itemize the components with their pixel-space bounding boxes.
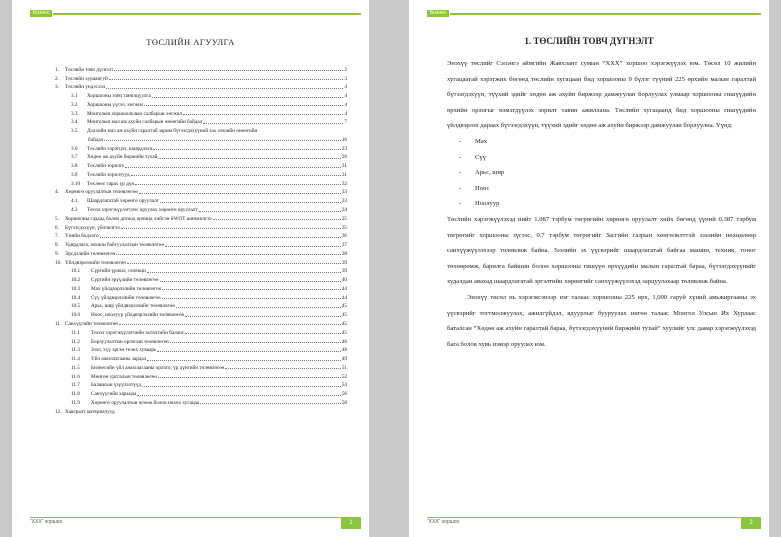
toc-entry[interactable] [55,266,347,275]
toc-entry[interactable] [55,169,347,178]
list-item-text: Мах [475,137,488,145]
toc-entry-number: 10.4 [71,294,81,301]
toc-entry-number: 10.6 [71,312,81,319]
toc-entry-title: Үйлдвэрлэлийн төлөвлөгөө [65,259,126,266]
toc-entry-page: 39 [341,259,347,266]
toc-entry-number: 10.5 [71,303,81,310]
toc-entry[interactable] [55,336,347,345]
page-header [30,10,361,17]
toc-entry-number: 12. [55,408,62,415]
toc-entry-title: Арьс, шир үйлдвэрлэлийн төлөвлөгөө [91,303,175,310]
toc-entry-page: 32 [341,180,347,187]
toc-entry-page: 34 [341,207,347,214]
toc-entry-number: 3.10 [71,180,81,187]
toc-leader-dots [142,386,341,387]
toc-entry-title: Сүргийн үржил, селекци [91,268,146,275]
toc-entry-title: Хоршооны товч танилцуулга [87,93,151,100]
toc-entry-title: Үнийн бодлого [65,233,99,240]
toc-entry-page: 45 [341,312,347,319]
toc-entry[interactable] [55,274,347,283]
toc-entry[interactable] [55,239,347,248]
toc-entry-number: 10.2 [71,277,81,284]
toc-leader-dots [127,263,341,264]
toc-leader-dots [158,158,340,159]
list-item-text: Сүү [475,153,486,161]
toc-entry-number: 11. [55,320,62,327]
toc-entry[interactable] [55,143,347,152]
document-page-1 [12,0,369,537]
toc-entry-number: 8. [55,242,59,249]
toc-leader-dots [131,175,341,176]
toc-entry[interactable] [55,397,347,406]
toc-entry-page: 16 [341,136,347,143]
toc-entry-title: Балансын үзүүлэлтүүд [91,382,142,389]
toc-leader-dots [147,272,341,273]
toc-entry-title: Төслийн хэрэгцээ, шаардлага [87,145,153,152]
toc-entry-page: 23 [341,145,347,152]
toc-entry-page: 45 [341,303,347,310]
toc-entry-title: Хөрөнгө оруулалтын төлөвлөгөө [65,189,138,196]
chapter-title: 1. ТӨСЛИЙН ТОВЧ ДҮГНЭЛТ [524,36,654,46]
toc-entry-page: 49 [341,356,347,363]
list-item-text: Ноос [475,184,490,192]
toc-entry-number: 4. [55,189,59,196]
toc-leader-dots [121,228,341,229]
toc-entry-title: Удирдлага, зохион байгуулалтын төлөвлөгөө [65,242,165,249]
toc-entry-title: Хоршооны үүсэл, хөгжил [87,101,144,108]
toc-entry-title: Бүтээгдэхүүн, үйлчилгээ [65,224,120,231]
toc-entry[interactable] [55,248,347,257]
toc-entry[interactable] [55,99,347,108]
toc-entry-title: Сүү үйлдвэрлэлийн төлөвлөгөө [91,294,161,301]
page-number: 1 [341,517,361,529]
toc-entry-title: Хөдөө аж ахуйн биржийн тухай [87,154,158,161]
toc-entry[interactable] [55,82,347,91]
toc-leader-dots [225,368,341,369]
toc-entry[interactable] [55,380,347,389]
toc-leader-dots [199,211,341,212]
toc-entry[interactable] [55,309,347,318]
footer-rule [30,517,361,518]
toc-entry-title: Төслийн товч дүгнэлт [65,66,114,73]
toc-leader-dots [170,342,341,343]
toc-entry-page: 54 [341,382,347,389]
toc-entry[interactable] [55,90,347,99]
list-item-text: Арьс, шир [475,169,505,177]
list-item [447,134,756,150]
toc-entry[interactable] [55,178,347,187]
toc-leader-dots [137,395,341,396]
toc-entry[interactable] [55,195,347,204]
toc-entry[interactable] [55,301,347,310]
footer-rule [427,517,761,518]
toc-entry-title: Дэлхийн мал аж ахуйн гаралтай зарим бүтээгдэхүүний зах зээлийн өнөөгийн [87,128,258,135]
toc-entry-page: 35 [341,224,347,231]
toc-entry-number: 11.3 [71,347,80,354]
toc-entry-title: Мах үйлдвэрлэлийн төлөвлөгөө [91,285,162,292]
toc-entry-page: 26 [341,154,347,161]
footer-text: “ХХХ” хоршоо [427,519,460,525]
toc-entry-page: 58 [341,399,347,406]
page-number: 2 [741,517,761,529]
toc-entry[interactable] [55,371,347,380]
toc-entry-number: 10.3 [71,285,81,292]
toc-entry-number: 5. [55,215,59,222]
toc-entry[interactable] [55,134,347,143]
toc-entry-number: 11.8 [71,391,80,398]
toc-entry-title: Төслийн зорилго [87,163,125,170]
toc-entry-number: 3.4 [71,119,78,126]
toc-entry-page: 37 [341,242,347,249]
paragraph-investment: Төслийн хэрэгжүүлэхэд нийт 1.087 тэрбум төгрөгийн хөрөнгө оруулалт хийх бөгөөд үүний 0.387 тэрбум төгрөгийг хоршооны зүгээс, 0.7 тэрбум төгрөгийг Засгийн газрын хөнгөлөлттэй зээлийн нөхцөлөөр санхүүжүүлэхээр төлөвлөж байна. Зээлийн эх үүсвэрийг шаардлагатай байгаа машин, техник, тоног төхөөрөмж, барилга байшин болон хоршооны гишүүн өрхүүдийн малын гаралтай бараа, бүтээгдэхүүнийг худалдан авахад шаардлагатай эргэлтийн хөрөнгийг санхүүжүүлэхэд зарцуулахаар төлөвлөж байна. [447,215,756,286]
list-item [447,181,756,197]
toc-entry-page: 36 [341,233,347,240]
toc-entry-number: 3.1 [71,93,78,100]
toc-entry[interactable] [55,406,347,415]
toc-entry-page: 31 [341,171,347,178]
toc-entry[interactable] [55,108,347,117]
toc-entry[interactable] [55,213,347,222]
toc-entry-title: Санхүүгийн төлөвлөгөө [65,320,118,327]
toc-leader-dots [200,403,341,404]
toc-entry-number: 10.1 [71,268,81,275]
toc-entry-page: 44 [341,285,347,292]
toc-entry-title: Төсөл хэрэгжүүлэгчээс оруулах хөрөнгө оруулалт [87,207,198,214]
toc-entry-number: 3. [55,84,59,91]
toc-entry[interactable] [55,187,347,196]
toc-entry-title: Шаардлагатай хөрөнгө оруулалт [87,198,159,205]
toc-entry-number: 9. [55,250,59,257]
toc-leader-dots [116,254,340,255]
toc-leader-dots [100,237,341,238]
toc-entry-title: Ноос, ноолуур үйлдвэрлэлийн төлөвлөгөө [91,312,185,319]
toc-entry-number: 11.9 [71,399,80,406]
toc-entry-page: 39 [341,268,347,275]
toc-entry[interactable] [55,231,347,240]
toc-entry-page: 7 [344,119,347,126]
toc-entry-page: 46 [341,338,347,345]
toc-entry-title: байдал [88,136,104,143]
header-rule [450,13,761,15]
toc-leader-dots [153,149,341,150]
toc-entry[interactable] [55,283,347,292]
toc-entry[interactable] [55,125,347,134]
toc-entry-title: Хавсралт материалууд [65,408,115,415]
toc-entry[interactable] [55,362,347,371]
footer-text: “ХХХ” хоршоо [30,519,63,525]
toc-leader-dots [162,298,341,299]
list-item [447,150,756,166]
toc-entry-page: 31 [341,163,347,170]
toc-entry[interactable] [55,257,347,266]
toc-entry[interactable] [55,222,347,231]
toc-leader-dots [152,97,344,98]
document-page-2 [409,0,769,537]
toc-entry-title: Мөнгөн урсгалын төлөвлөгөө [91,373,157,380]
toc-entry-number: 7. [55,233,59,240]
toc-entry-title: Төслийн хураангуй [65,75,108,82]
toc-entry-title: Эрсдэлийн төлөвлөгөө [65,250,116,257]
toc-leader-dots [139,193,341,194]
toc-leader-dots [135,184,341,185]
toc-entry-page: 2 [344,66,347,73]
toc-leader-dots [119,324,341,325]
bullet-dash: - [459,200,462,208]
toc-entry-title: Төслийн зорилтууд [87,171,130,178]
toc-entry-title: Зээл, хүү эргэн төлөх хуваарь [91,347,157,354]
toc-entry-number: 6. [55,224,59,231]
toc-entry-page: 45 [341,329,347,336]
toc-entry-title: Монголын хоршоололын салбарын хөгжил [87,110,183,117]
toc-entry-number: 11.4 [71,356,80,363]
toc-entry-page: 45 [341,320,347,327]
toc-entry-page: 4 [344,93,347,100]
product-list [447,134,756,212]
toc-entry[interactable] [55,388,347,397]
bullet-dash: - [459,137,462,145]
toc-leader-dots [109,79,344,80]
toc-entry-number: 3.8 [71,163,78,170]
paragraph-impact: Энэхүү төсөл нь хэрэгжсэнээр нэг талаас хоршооны 225 өрх, 1,000 гаруй хүний амьжиргааны эх үүсвэрийг тогтмолжуулах, ажилгүйдэл, ядуурлыг бууруулах нөгөө талаас Монгол Улсын Их Хурлаас баталсан “Хөдөө аж ахуйн гаралтай бараа, бүтээгдэхүүний биржийн тухай” хуулийг улс даяар хэрэгжүүлэхэд бага болов хувь нэмэр оруулах юм. [447,293,756,348]
toc-leader-dots [165,246,341,247]
toc-entry-title: Санхүүгийн харьцаа [91,391,137,398]
toc-entry-number: 4.2 [71,207,78,214]
toc-entry-page: 3 [344,75,347,82]
toc-leader-dots [157,351,340,352]
list-item-text: Ноолуур [475,200,500,208]
toc-entry-number: 3.5 [71,128,78,135]
list-item [447,165,756,181]
toc-entry[interactable] [55,345,347,354]
toc-entry-page: 4 [344,84,347,91]
toc-leader-dots [144,105,343,106]
toc-leader-dots [183,114,343,115]
header-tag: Бизнес [427,10,449,17]
toc-entry-page: 4 [344,110,347,117]
toc-leader-dots [203,123,343,124]
table-of-contents [55,64,347,415]
toc-entry-title: Хоршооны гадаад болон дотоод орчинд хийсэн SWOT шинжилгээ [65,215,212,222]
page-header [427,10,761,17]
toc-entry[interactable] [55,117,347,126]
toc-leader-dots [185,333,341,334]
toc-entry-title: Сүргийн эрүүлийн төлөвлөгөө [91,277,159,284]
toc-leader-dots [147,360,341,361]
toc-leader-dots [158,377,341,378]
toc-entry-number: 3.9 [71,171,78,178]
list-item [447,196,756,212]
toc-leader-dots [104,140,341,141]
toc-leader-dots [114,70,343,71]
toc-entry-number: 11.5 [71,364,80,371]
toc-entry-page: 33 [341,189,347,196]
toc-entry-page: 52 [341,373,347,380]
toc-leader-dots [176,307,341,308]
toc-entry-title: Бизнесийн үйл ажиллагааны орлого, үр дүнгийн төлөвлөгөө [91,364,225,371]
toc-entry-title: Төслөөс гарах үр дүн [87,180,135,187]
toc-entry-page: 48 [341,347,347,354]
toc-entry-number: 1. [55,66,59,73]
toc-entry[interactable] [55,353,347,362]
toc-entry-title: Төслийн үндэслэл [65,84,106,91]
toc-entry-page: 38 [341,250,347,257]
toc-leader-dots [160,281,341,282]
toc-leader-dots [106,88,343,89]
toc-entry-title: Төсөл хэрэгжүүлэгчийн эхлэлтийн баланс [91,329,185,336]
toc-entry-number: 2. [55,75,59,82]
toc-leader-dots [125,167,340,168]
toc-leader-dots [185,316,341,317]
bullet-dash: - [459,153,462,161]
chapter-body [447,56,756,352]
toc-entry-page: 35 [341,215,347,222]
toc-entry[interactable] [55,318,347,327]
header-rule [53,13,361,15]
toc-entry-number: 11.2 [71,338,80,345]
toc-entry-title: Хөрөнгө оруулалтын өгөөж болон нөхөх хугацаа [91,399,200,406]
paragraph-intro: Энэхүү төслийг Сэлэнгэ аймгийн Жавхлант сумын “ХХХ” хоршоо хэрэгжүүлэх юм. Төсөл 10 жилийн хугацаатай хэрэгжих бөгөөд төслийн хугацаан бид хоршооны 9 бүлэг түүний 225 өрхийн малын гаралтай бүтээгдэхүүн, түүхий эдийг хөдөө аж ахуйн биржээр дамжуулан борлуулах улмаар хоршооны гишүүдийн өрхийн орлогыг нэмэгдүүлэх зорилт тавин ажиллана. Төслийн хугацаанд бид хоршооны гишүүдийн үйлдвэрлэх дараах бүтээгдэхүүн, түүхий эдийг хөдөө аж ахуйн биржээр дамжуулан борлуулна. Үүнд: [447,60,756,130]
toc-entry-number: 3.6 [71,145,78,152]
toc-entry-number: 11.7 [71,382,80,389]
toc-entry-page: 33 [341,198,347,205]
toc-entry-number: 3.7 [71,154,78,161]
bullet-dash: - [459,169,462,177]
page-footer [30,517,361,529]
toc-leader-dots [160,202,341,203]
toc-entry[interactable] [55,160,347,169]
toc-entry-page: 56 [341,391,347,398]
toc-leader-dots [213,219,341,220]
toc-entry-number: 11.6 [71,373,80,380]
toc-entry-number: 11.1 [71,329,80,336]
toc-entry-title: Үйл ажиллагааны зардал [91,356,147,363]
toc-entry-number: 3.3 [71,110,78,117]
toc-entry-number: 3.2 [71,101,78,108]
toc-entry[interactable] [55,327,347,336]
toc-entry-title: Монголын мал аж ахуйн салбарын өнөөгийн байдал [87,119,203,126]
page-footer [427,517,761,529]
toc-entry-page: 51 [341,364,347,371]
toc-entry-page: 40 [341,277,347,284]
toc-leader-dots [162,289,340,290]
toc-entry-title: Борлуулалтын орлогын төлөвлөгөө [91,338,169,345]
bullet-dash: - [459,184,462,192]
toc-entry[interactable] [55,73,347,82]
toc-entry-page: 4 [344,101,347,108]
toc-entry[interactable] [55,64,347,73]
header-tag: Бизнес [30,10,52,17]
toc-entry-number: 4.1 [71,198,78,205]
toc-entry-page: 44 [341,294,347,301]
toc-title: ТӨСЛИЙН АГУУЛГА [146,37,235,47]
toc-entry[interactable] [55,292,347,301]
toc-entry[interactable] [55,204,347,213]
toc-entry-number: 10. [55,259,62,266]
toc-entry[interactable] [55,152,347,161]
